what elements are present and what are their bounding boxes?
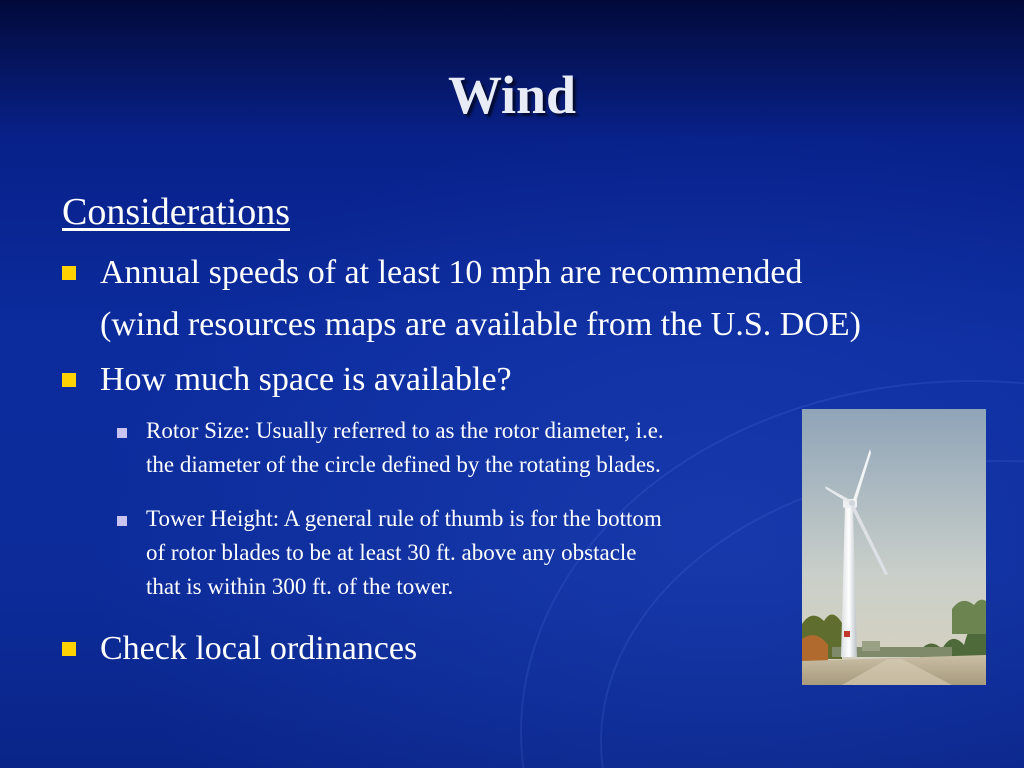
bullet-text-line: Annual speeds of at least 10 mph are recommended [100,254,803,291]
sub-bullet-text-line: Tower Height: A general rule of thumb is for the bottom [146,506,662,531]
bullet-text-line: Check local ordinances [100,630,418,667]
wind-turbine-illustration [802,409,986,685]
bullet-text-line: (wind resources maps are available from the U.S. DOE) [100,306,861,343]
section-heading: Considerations [62,191,290,233]
bullet-text-line: How much space is available? [100,361,512,398]
sub-bullet-text-line: Rotor Size: Usually referred to as the rotor diameter, i.e. [146,418,664,443]
bullet-square-icon [62,642,76,656]
sub-bullet-text-line: of rotor blades to be at least 30 ft. above any obstacle [146,540,637,565]
slide-title: Wind [447,65,577,125]
wind-turbine-photo [802,409,986,685]
sub-bullet-text-line: the diameter of the circle defined by the rotating blades. [146,452,661,477]
sub-bullet-text-line: that is within 300 ft. of the tower. [146,574,454,599]
bullet-square-icon [62,373,76,387]
sub-bullet-square-icon [117,428,127,438]
sub-bullet-square-icon [117,516,127,526]
bullet-square-icon [62,266,76,280]
